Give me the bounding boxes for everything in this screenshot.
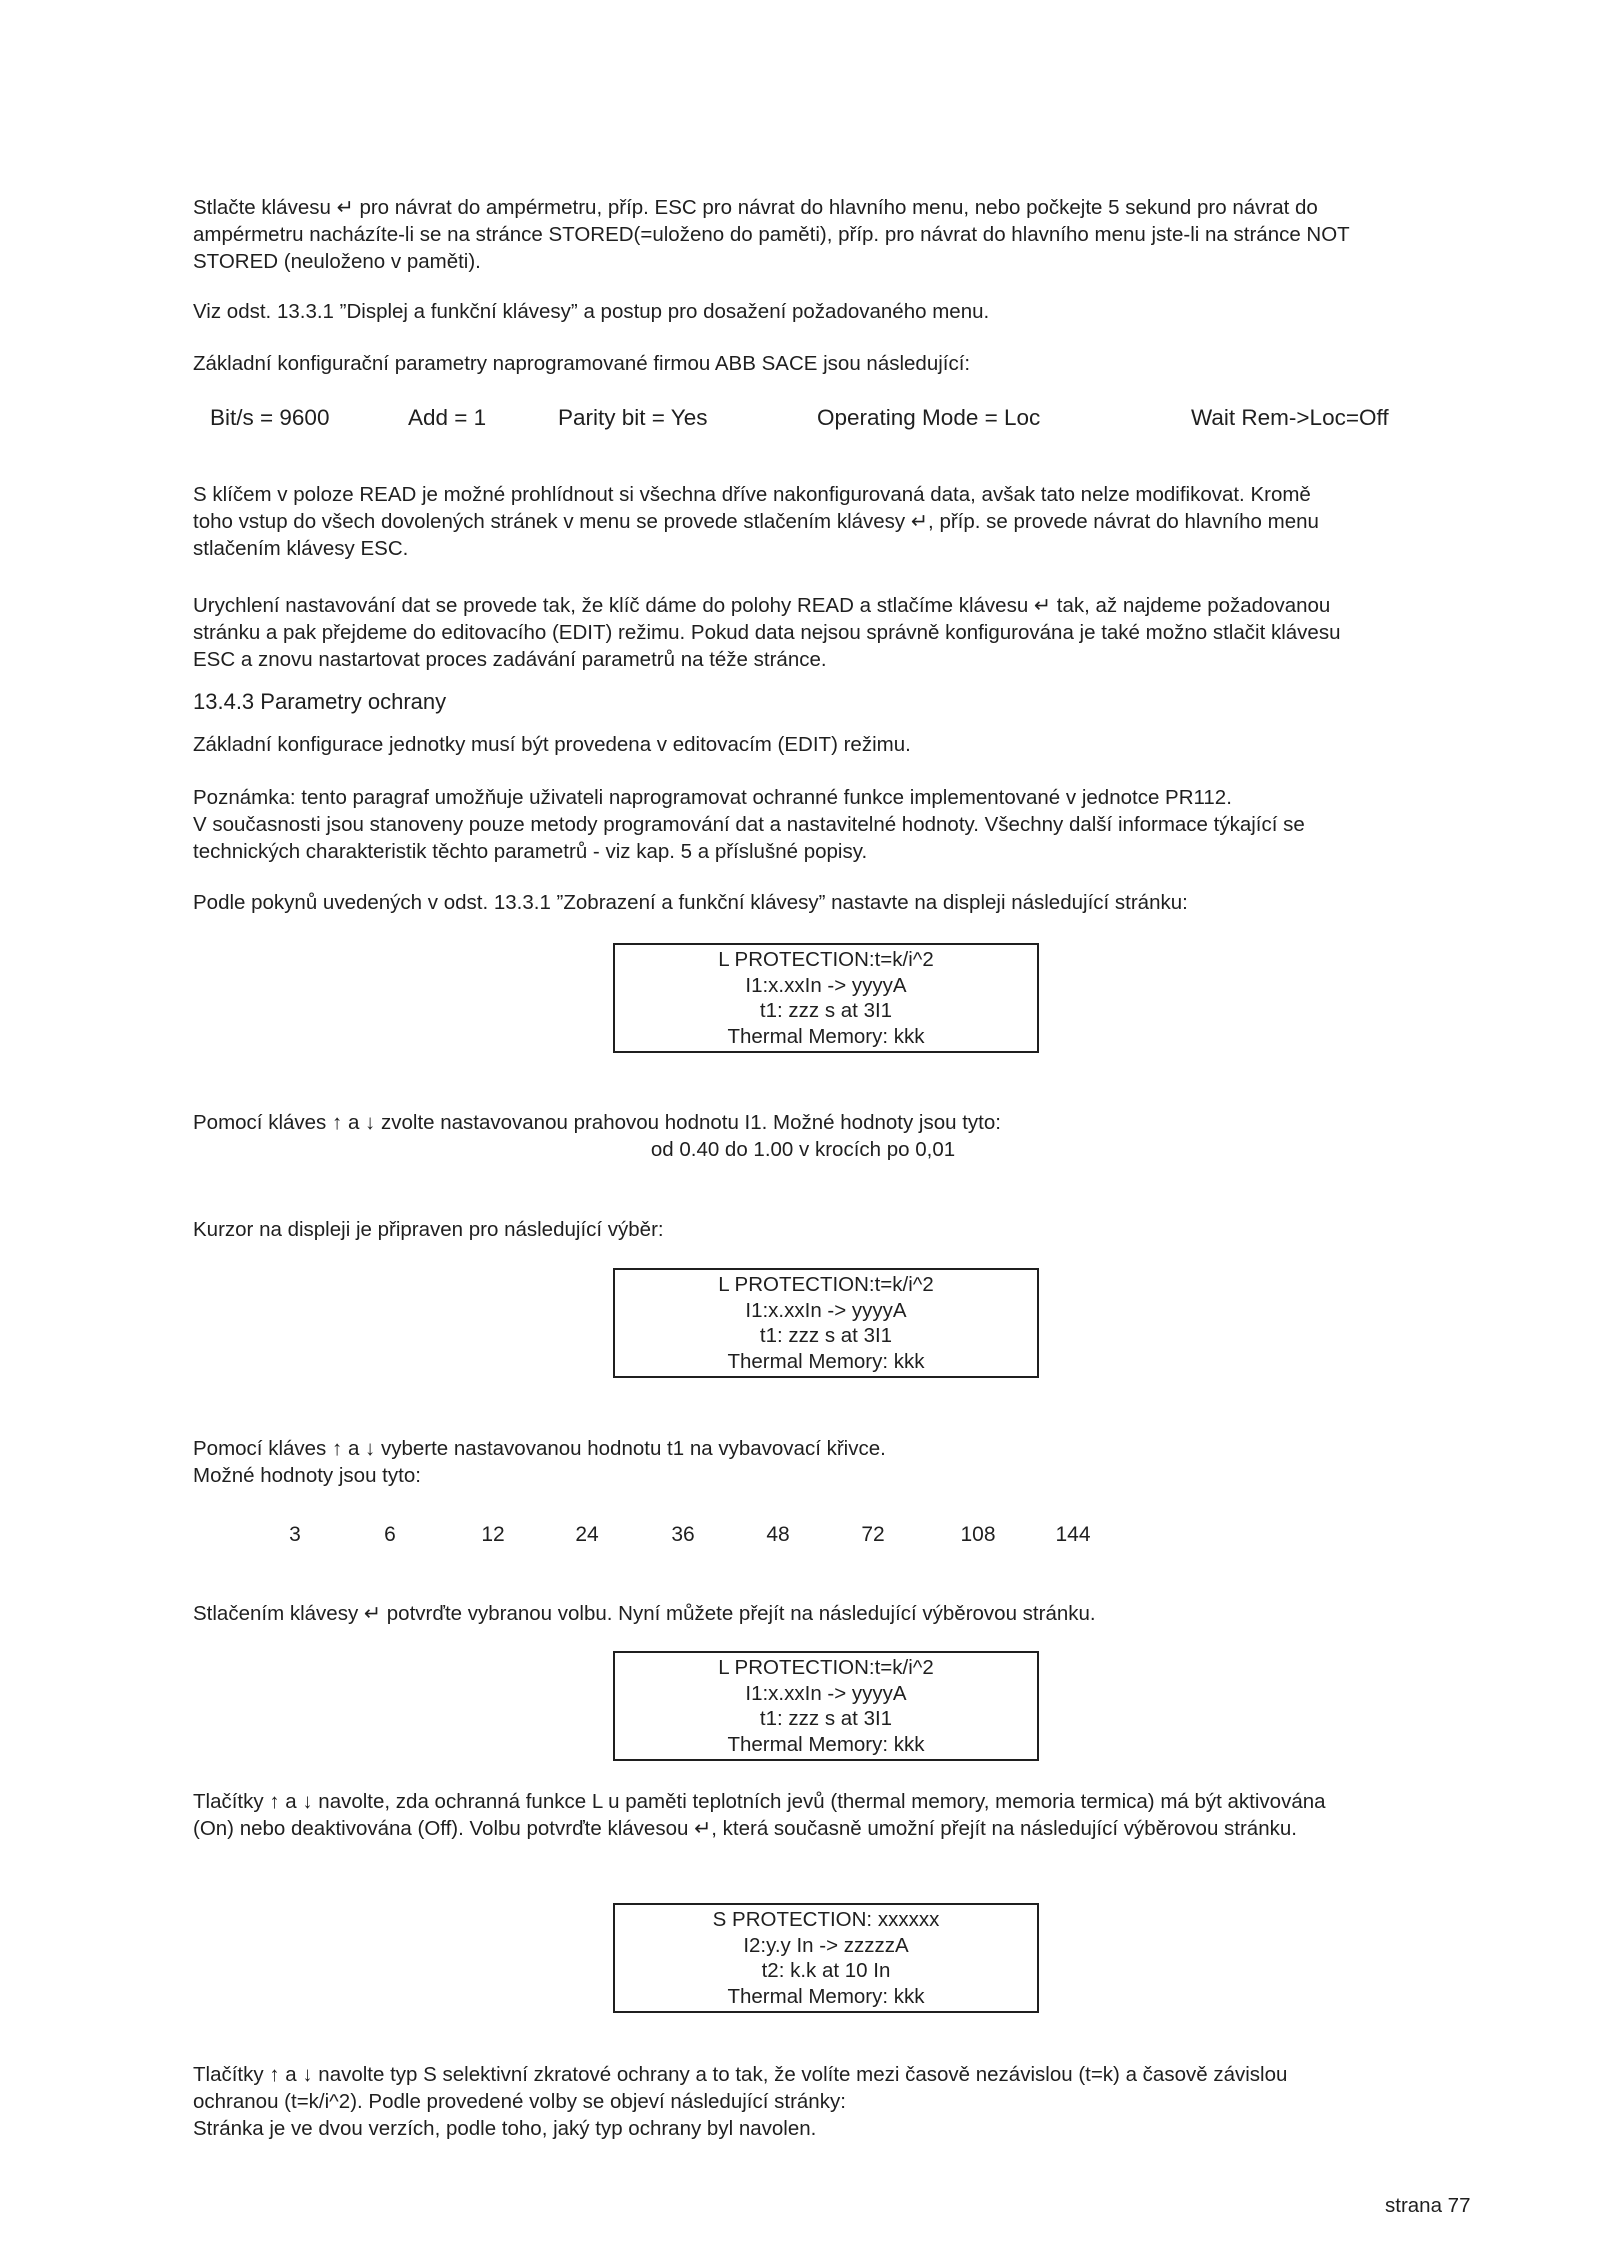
text-line: Poznámka: tento paragraf umožňuje uživateli naprogramovat ochranné funkce implementované v jednotce PR112.	[193, 786, 1232, 809]
lcd-line: t1: zzz s at 3I1	[759, 1707, 893, 1730]
text-line: Možné hodnoty jsou tyto:	[193, 1464, 421, 1487]
t1-value: 6	[384, 1523, 396, 1546]
text-line: stlačením klávesy ESC.	[193, 537, 409, 560]
read-mode-paragraph	[193, 481, 1503, 562]
lcd-line: L PROTECTION:t=k/i^2	[718, 1656, 934, 1679]
text-line: Kurzor na displeji je připraven pro následující výběr:	[193, 1218, 664, 1241]
t1-value: 12	[481, 1523, 505, 1546]
instruction-paragraph	[193, 889, 1503, 916]
text-line: toho vstup do všech dovolených stránek v menu se provede stlačením klávesy ↵, příp. se provede návrat do hlavního menu	[193, 510, 1319, 533]
lcd-display-s-protection	[613, 1903, 1039, 2013]
text-line: Pomocí kláves ↑ a ↓ vyberte nastavovanou hodnotu t1 na vybavovací křivce.	[193, 1437, 886, 1460]
lcd-line: Thermal Memory: kkk	[727, 1349, 925, 1373]
lcd-display-l-protection	[613, 1268, 1039, 1378]
confirm-paragraph	[193, 1600, 1503, 1627]
config-wait: Wait Rem->Loc=Off	[1191, 405, 1389, 430]
config-bits: Bit/s = 9600	[210, 405, 330, 430]
text-line: Stlačením klávesy ↵ potvrďte vybranou volbu. Nyní můžete přejít na následující výběrovou stránku.	[193, 1602, 1096, 1625]
text-line: (On) nebo deaktivována (Off). Volbu potvrďte klávesou ↵, která současně umožní přejít na následující výběrovou stránku.	[193, 1817, 1297, 1840]
t1-value: 24	[575, 1523, 599, 1546]
t1-select-paragraph	[193, 1435, 1503, 1489]
reference-paragraph	[193, 298, 1503, 325]
text-line: ampérmetru nacházíte-li se na stránce STORED(=uloženo do paměti), příp. pro návrat do hlavního menu jste-li na stránce NOT	[193, 223, 1350, 246]
section-heading: 13.4.3 Parametry ochrany	[193, 689, 447, 714]
lcd-display-l-protection	[613, 943, 1039, 1053]
t1-value: 3	[289, 1523, 301, 1546]
threshold-paragraph	[193, 1109, 1503, 1136]
text-line: ESC a znovu nastartovat proces zadávání parametrů na téže stránce.	[193, 648, 827, 671]
text-line: Pomocí kláves ↑ a ↓ zvolte nastavovanou prahovou hodnotu I1. Možné hodnoty jsou tyto:	[193, 1111, 1001, 1134]
lcd-line: t2: k.k at 10 In	[761, 1959, 891, 1982]
t1-value: 48	[766, 1523, 790, 1546]
note-paragraph	[193, 784, 1503, 865]
lcd-line: t1: zzz s at 3I1	[759, 1324, 893, 1347]
text-line: Tlačítky ↑ a ↓ navolte typ S selektivní zkratové ochrany a to tak, že volíte mezi časově nezávislou (t=k) a časově závislou	[193, 2063, 1288, 2086]
lcd-display-l-protection	[613, 1651, 1039, 1761]
lcd-line: Thermal Memory: kkk	[727, 1732, 925, 1756]
text-line: Tlačítky ↑ a ↓ navolte, zda ochranná funkce L u paměti teplotních jevů (thermal memory, memoria termica) má být aktivována	[193, 1790, 1326, 1813]
s-protection-paragraph	[193, 2061, 1503, 2142]
text-line: Podle pokynů uvedených v odst. 13.3.1 ”Zobrazení a funkční klávesy” nastavte na displeji následující stránku:	[193, 891, 1188, 914]
lcd-line: I1:x.xxIn -> yyyyA	[745, 973, 907, 997]
intro-paragraph	[193, 194, 1503, 275]
text-line: ochranou (t=k/i^2). Podle provedené volby se objeví následující stránky:	[193, 2090, 846, 2113]
text-line: Stránka je ve dvou verzích, podle toho, jaký typ ochrany byl navolen.	[193, 2117, 817, 2140]
config-intro-paragraph	[193, 350, 1503, 377]
page-number: strana 77	[1385, 2194, 1471, 2217]
lcd-line: I1:x.xxIn -> yyyyA	[745, 1298, 907, 1322]
t1-value: 108	[960, 1523, 996, 1546]
lcd-line: Thermal Memory: kkk	[727, 1024, 925, 1048]
thermal-memory-paragraph	[193, 1788, 1503, 1842]
text-line: STORED (neuloženo v paměti).	[193, 250, 481, 273]
text-line: Viz odst. 13.3.1 ”Displej a funkční klávesy” a postup pro dosažení požadovaného menu.	[193, 300, 990, 323]
t1-value: 144	[1055, 1523, 1091, 1546]
lcd-line: I1:x.xxIn -> yyyyA	[745, 1681, 907, 1705]
text-line: S klíčem v poloze READ je možné prohlídnout si všechna dříve nakonfigurovaná data, avšak tato nelze modifikovat. Kromě	[193, 483, 1311, 506]
config-operating-mode: Operating Mode = Loc	[817, 405, 1041, 430]
t1-value: 72	[861, 1523, 885, 1546]
lcd-line: L PROTECTION:t=k/i^2	[718, 948, 934, 971]
text-line: Základní konfigurační parametry naprogramované firmou ABB SACE jsou následující:	[193, 352, 971, 375]
text-line: V současnosti jsou stanoveny pouze metody programování dat a nastavitelné hodnoty. Všechny další informace týkající se	[193, 813, 1305, 836]
text-line: Základní konfigurace jednotky musí být provedena v editovacím (EDIT) režimu.	[193, 733, 911, 756]
edit-mode-paragraph	[193, 731, 1503, 758]
config-address: Add = 1	[408, 405, 487, 430]
fast-setting-paragraph	[193, 592, 1503, 673]
config-parity: Parity bit = Yes	[558, 405, 708, 430]
text-line: technických charakteristik těchto parametrů - viz kap. 5 a příslušné popisy.	[193, 840, 868, 863]
lcd-line: L PROTECTION:t=k/i^2	[718, 1273, 934, 1296]
text-line: Urychlení nastavování dat se provede tak, že klíč dáme do polohy READ a stlačíme klávesu ↵ tak, až najdeme požadovanou	[193, 594, 1331, 617]
text-line: Stlačte klávesu ↵ pro návrat do ampérmetru, příp. ESC pro návrat do hlavního menu, nebo počkejte 5 sekund pro návrat do	[193, 196, 1318, 219]
lcd-line: I2:y.y In -> zzzzzA	[743, 1933, 909, 1957]
t1-value: 36	[671, 1523, 695, 1546]
lcd-line: S PROTECTION: xxxxxx	[712, 1908, 940, 1931]
lcd-line: Thermal Memory: kkk	[727, 1984, 925, 2008]
text-line: stránku a pak přejdeme do editovacího (EDIT) režimu. Pokud data nejsou správně konfigurována je také možno stlačit klávesu	[193, 621, 1341, 644]
threshold-range: od 0.40 do 1.00 v krocích po 0,01	[650, 1138, 956, 1161]
lcd-line: t1: zzz s at 3I1	[759, 999, 893, 1022]
cursor-paragraph	[193, 1216, 1503, 1243]
